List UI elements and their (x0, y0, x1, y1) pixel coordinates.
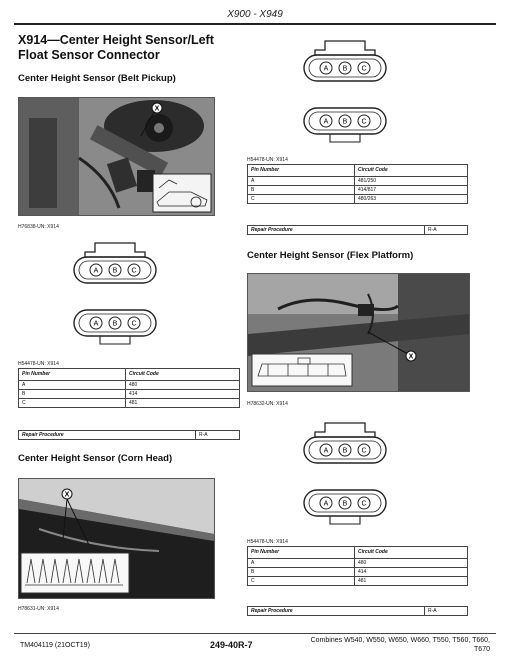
pin-a-label: A (93, 320, 99, 328)
table-header-circuit: Circuit Code (355, 165, 468, 177)
repair-label: Repair Procedure (248, 226, 425, 235)
table-row (248, 195, 468, 204)
top-right-circuit-table (247, 164, 468, 204)
table-cell-pin: A (248, 559, 355, 568)
table-cell-circuit: 414 (355, 568, 468, 577)
table-cell-circuit: 480/263 (355, 195, 468, 204)
repair-row (248, 226, 468, 235)
repair-row (19, 431, 240, 440)
pin-c-label: C (131, 267, 137, 275)
pin-a-label: A (323, 500, 329, 508)
table-cell-pin: C (248, 577, 355, 586)
repair-label: Repair Procedure (19, 431, 196, 440)
pin-c-label: C (361, 65, 367, 73)
table-header-row (248, 547, 468, 559)
pin-b-label: B (112, 267, 118, 275)
header-rule (14, 23, 496, 25)
pin-b-label: B (342, 65, 348, 73)
table-cell-pin: A (19, 381, 126, 390)
table-row (248, 177, 468, 186)
table-cell-circuit: 480 (126, 381, 240, 390)
table-header-row (248, 165, 468, 177)
corn-head-callout: X (64, 491, 70, 499)
table-cell-pin: A (248, 177, 355, 186)
table-row (19, 399, 240, 408)
top-right-connector-caption: H54478-UN: X914 (247, 157, 288, 163)
corn-head-title: Center Height Sensor (Corn Head) (18, 453, 173, 464)
belt-pickup-photo (18, 97, 215, 216)
table-cell-circuit: 414/817 (355, 186, 468, 195)
belt-pickup-circuit-table (18, 368, 240, 408)
repair-row (248, 607, 468, 616)
table-header-pin: Pin Number (248, 547, 355, 559)
flex-platform-connector-diagram (300, 420, 390, 530)
pin-c-label: C (361, 500, 367, 508)
table-header-pin: Pin Number (19, 369, 126, 381)
belt-pickup-photo-caption: H76838-UN: X914 (18, 224, 59, 230)
table-header-pin: Pin Number (248, 165, 355, 177)
section-title: X914—Center Height Sensor/Left Float Sensor Connector (18, 33, 214, 62)
pin-a-label: A (323, 447, 329, 455)
flex-platform-photo-caption: H78632-UN: X914 (247, 401, 288, 407)
belt-pickup-callout: X (154, 105, 160, 113)
table-cell-circuit: 481/250 (355, 177, 468, 186)
pin-c-label: C (361, 118, 367, 126)
footer-doc-id: TM404119 (21OCT19) (20, 642, 90, 649)
table-cell-pin: B (248, 186, 355, 195)
footer-models-line1: Combines W540, W550, W650, W660, T550, T560, T660, (310, 637, 490, 644)
repair-link[interactable]: R-A (425, 226, 468, 235)
flex-platform-title: Center Height Sensor (Flex Platform) (247, 250, 414, 261)
table-cell-circuit: 414 (126, 390, 240, 399)
page-header-title: X900 - X949 (227, 9, 283, 20)
footer-rule (14, 633, 496, 634)
table-cell-pin: B (19, 390, 126, 399)
flex-platform-callout: X (408, 353, 414, 361)
pin-b-label: B (112, 320, 118, 328)
table-cell-circuit: 481 (355, 577, 468, 586)
top-right-repair-table (247, 225, 468, 235)
table-row (248, 568, 468, 577)
table-header-circuit: Circuit Code (126, 369, 240, 381)
table-row (248, 559, 468, 568)
pin-c-label: C (361, 447, 367, 455)
table-cell-circuit: 480 (355, 559, 468, 568)
footer-models-line2: T670 (474, 645, 490, 653)
table-row (248, 186, 468, 195)
repair-label: Repair Procedure (248, 607, 425, 616)
pin-c-label: C (131, 320, 137, 328)
pin-a-label: A (323, 118, 329, 126)
table-row (19, 390, 240, 399)
corn-head-photo-caption: H78631-UN: X914 (18, 606, 59, 612)
table-cell-pin: C (19, 399, 126, 408)
flex-platform-connector-caption: H54478-UN: X914 (247, 539, 288, 545)
table-cell-pin: B (248, 568, 355, 577)
pin-b-label: B (342, 118, 348, 126)
top-right-connector-diagram (300, 38, 390, 148)
belt-pickup-connector-diagram (70, 240, 160, 350)
table-cell-circuit: 481 (126, 399, 240, 408)
table-header-circuit: Circuit Code (355, 547, 468, 559)
table-row (19, 381, 240, 390)
pin-a-label: A (323, 65, 329, 73)
pin-b-label: B (342, 500, 348, 508)
table-cell-pin: C (248, 195, 355, 204)
flex-platform-photo (247, 273, 470, 392)
flex-platform-repair-table (247, 606, 468, 616)
flex-platform-circuit-table (247, 546, 468, 586)
pin-b-label: B (342, 447, 348, 455)
table-row (248, 577, 468, 586)
belt-pickup-repair-table (18, 430, 240, 440)
table-header-row (19, 369, 240, 381)
belt-pickup-title: Center Height Sensor (Belt Pickup) (18, 73, 176, 84)
belt-pickup-connector-caption: H54478-UN: X914 (18, 361, 59, 367)
pin-a-label: A (93, 267, 99, 275)
repair-link[interactable]: R-A (196, 431, 240, 440)
repair-link[interactable]: R-A (425, 607, 468, 616)
footer-page-number: 249-40R-7 (210, 640, 253, 650)
footer-models (300, 637, 490, 655)
corn-head-photo (18, 478, 215, 599)
